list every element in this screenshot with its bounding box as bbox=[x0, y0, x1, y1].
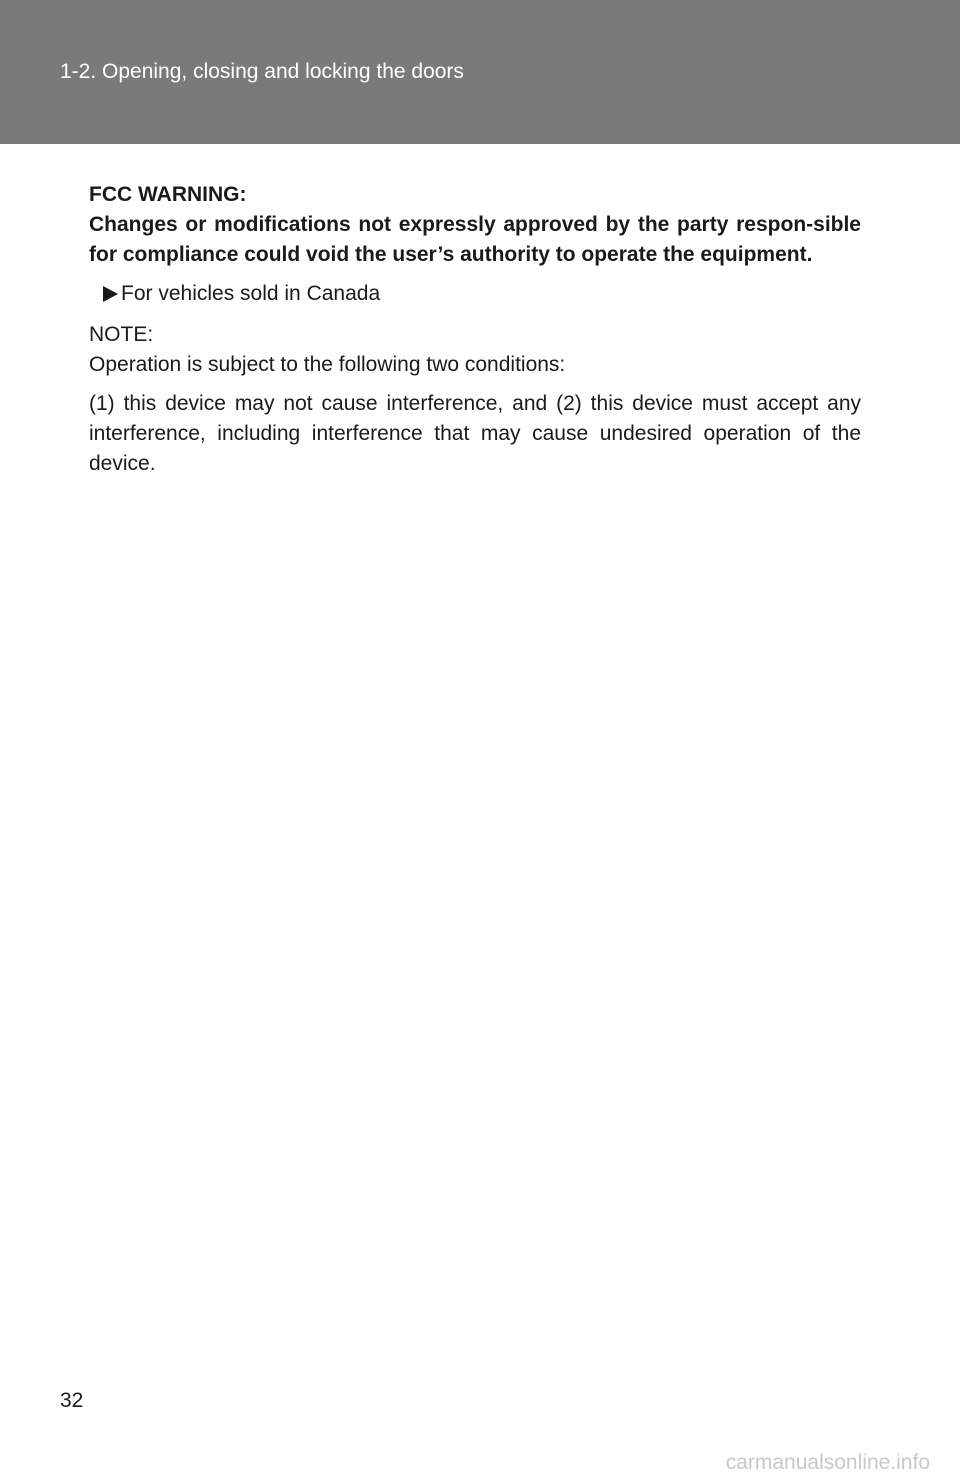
fcc-warning-heading: FCC WARNING: bbox=[89, 183, 247, 206]
note-conditions: (1) this device may not cause interference, and (2) this device must accept any interference, including interference that may cause undesired operation of the device. bbox=[89, 392, 861, 475]
watermark: carmanualsonline.info bbox=[725, 1451, 930, 1474]
note-heading: NOTE: bbox=[89, 323, 154, 346]
fcc-warning-text: Changes or modifications not expressly approved by the party respon-sible for compliance could void the user’s authority to operate the equipment. bbox=[89, 213, 861, 266]
canada-bullet-line bbox=[89, 279, 861, 309]
section-header-band bbox=[0, 0, 960, 144]
page-number: 32 bbox=[60, 1389, 84, 1412]
page-content bbox=[89, 180, 861, 479]
canada-label: For vehicles sold in Canada bbox=[121, 282, 381, 305]
section-title: 1-2. Opening, closing and locking the doors bbox=[60, 60, 464, 83]
triangle-bullet-icon bbox=[103, 286, 118, 302]
note-intro: Operation is subject to the following two conditions: bbox=[89, 353, 566, 376]
